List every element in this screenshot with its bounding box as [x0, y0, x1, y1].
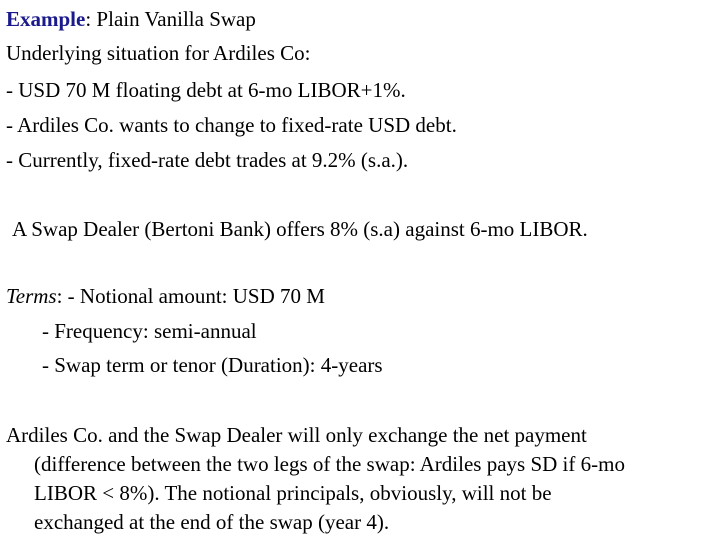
situation-point-3: - Currently, fixed-rate debt trades at 9.2% (s.a.). — [6, 148, 409, 172]
title-text: : Plain Vanilla Swap — [85, 7, 256, 31]
terms-frequency: - Frequency: semi-annual — [42, 319, 257, 343]
slide-title — [6, 9, 256, 30]
conclusion-line-3: LIBOR < 8%). The notional principals, obviously, will not be — [34, 481, 552, 505]
terms-notional: : - Notional amount: USD 70 M — [56, 284, 325, 308]
situation-point-2: - Ardiles Co. wants to change to fixed-rate USD debt. — [6, 113, 457, 137]
terms-tenor: - Swap term or tenor (Duration): 4-years — [42, 353, 383, 377]
situation-point-1: - USD 70 M floating debt at 6-mo LIBOR+1%. — [6, 78, 406, 102]
conclusion-line-2: (difference between the two legs of the swap: Ardiles pays SD if 6-mo — [34, 452, 625, 476]
dealer-offer: A Swap Dealer (Bertoni Bank) offers 8% (s.a) against 6-mo LIBOR. — [12, 217, 588, 241]
terms-label: Terms — [6, 284, 57, 308]
situation-heading: Underlying situation for Ardiles Co: — [6, 41, 311, 65]
terms-line — [6, 286, 325, 307]
conclusion-line-4: exchanged at the end of the swap (year 4). — [34, 510, 390, 534]
conclusion-line-1: Ardiles Co. and the Swap Dealer will only exchange the net payment — [6, 423, 587, 447]
example-label: Example — [6, 7, 86, 31]
